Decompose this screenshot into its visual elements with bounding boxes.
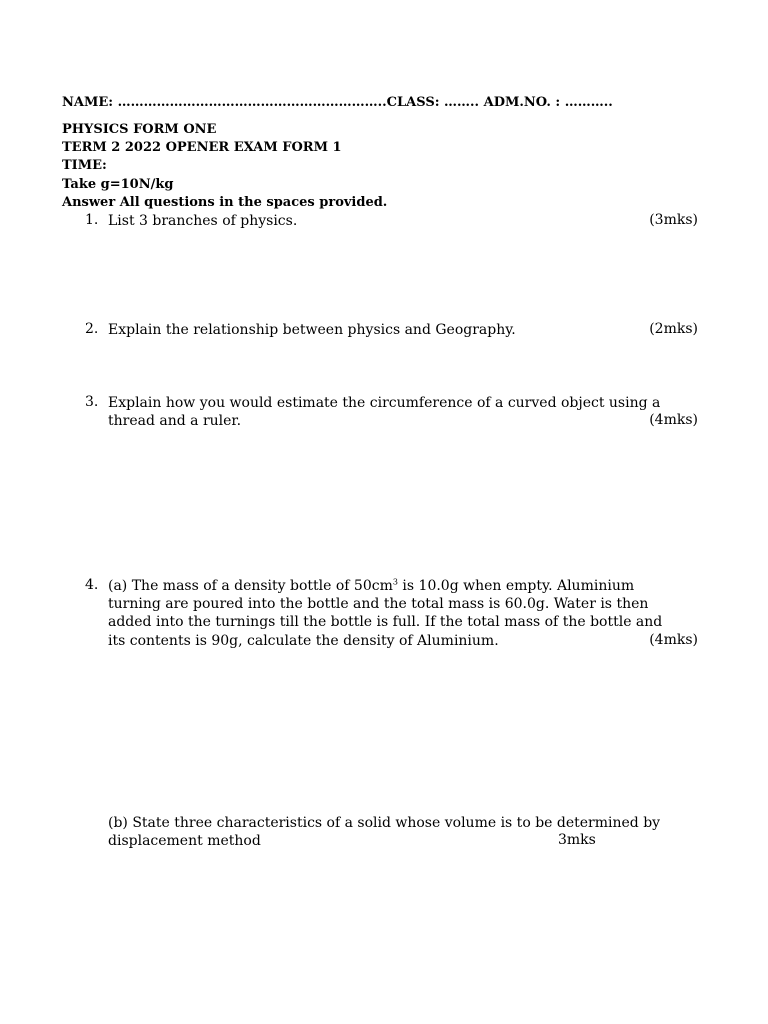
exam-title: TERM 2 2022 OPENER EXAM FORM 1 bbox=[62, 140, 342, 155]
question-marks: (3mks) bbox=[649, 212, 698, 228]
question-4a-line-4: its contents is 90g, calculate the density of Aluminium. bbox=[108, 633, 499, 649]
question-number: 4. bbox=[85, 577, 99, 593]
question-4b-marks: 3mks bbox=[558, 832, 596, 848]
question-number: 1. bbox=[85, 212, 99, 228]
text-segment: (a) The mass of a density bottle of 50cm bbox=[108, 578, 393, 594]
question-number: 2. bbox=[85, 321, 99, 337]
question-4a-line-2: turning are poured into the bottle and the total mass is 60.0g. Water is then bbox=[108, 596, 649, 612]
name-class-adm-line: NAME: ……………………………………………………..CLASS: …….. ADM.NO. : ……….. bbox=[62, 95, 613, 110]
constant-note: Take g=10N/kg bbox=[62, 177, 174, 192]
question-marks: (4mks) bbox=[649, 412, 698, 428]
time-label: TIME: bbox=[62, 158, 107, 173]
question-text: Explain the relationship between physics and Geography. bbox=[108, 322, 516, 338]
question-4b-line-2: displacement method bbox=[108, 833, 261, 849]
question-text-line-2: thread and a ruler. bbox=[108, 413, 242, 429]
question-marks: (2mks) bbox=[649, 321, 698, 337]
question-4a-marks: (4mks) bbox=[649, 632, 698, 648]
text-segment: is 10.0g when empty. Aluminium bbox=[397, 578, 635, 594]
question-text-line-1: Explain how you would estimate the circumference of a curved object using a bbox=[108, 395, 661, 411]
question-text: List 3 branches of physics. bbox=[108, 213, 298, 229]
subject-title: PHYSICS FORM ONE bbox=[62, 122, 217, 137]
question-4b-line-1: (b) State three characteristics of a solid whose volume is to be determined by bbox=[108, 815, 661, 831]
question-4a-line-3: added into the turnings till the bottle is full. If the total mass of the bottle and bbox=[108, 614, 663, 630]
instructions: Answer All questions in the spaces provided. bbox=[62, 195, 388, 210]
superscript: 3 bbox=[392, 577, 398, 587]
question-number: 3. bbox=[85, 394, 99, 410]
question-4a-line-1 bbox=[108, 577, 634, 595]
